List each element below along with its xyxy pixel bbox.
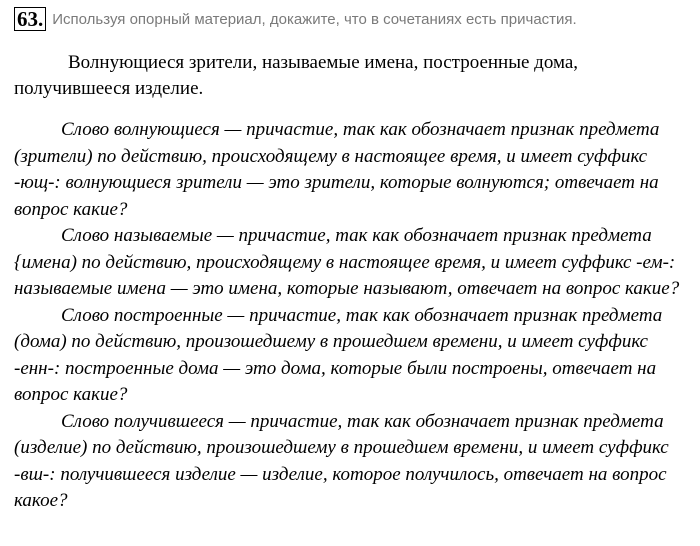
task-header bbox=[14, 7, 577, 31]
answer-paragraph-4: Слово получившееся — причастие, так как обозначает признак предмета (изделие) по действию, произошедшему в прошедшем времени, и имеет суффикс -вш-: получившееся изделие — изделие, которое получилось, отвечает на вопрос какое? bbox=[14, 410, 669, 511]
answer-paragraph-1: Слово волнующиеся — причастие, так как обозначает признак предмета (зрители) по действию, происходящему в настоящее время, и имеет суффикс -ющ-: волнующиеся зрители — это зрители, которые волнуются; отвечает на вопрос какие? bbox=[14, 119, 660, 220]
answer-paragraph-3: Слово построенные — причастие, так как обозначает признак предмета (дома) по действию, произошедшему в прошедшем времени, и имеет суффикс -енн-: построенные дома — это дома, которые были построены, отвечает на вопрос какие? bbox=[14, 304, 663, 405]
answer-block bbox=[14, 117, 684, 515]
answer-paragraph-2: Слово называемые — причастие, так как обозначает признак предмета {имена) по действию, происходящему в настоящее время, и имеет суффикс -ем-: называемые имена — это имена, которые называют, отвечает на вопрос какие? bbox=[14, 225, 680, 299]
task-number-badge: 63. bbox=[14, 7, 46, 31]
phrases-text: Волнующиеся зрители, называемые имена, построенные дома, получившееся изделие. bbox=[14, 52, 579, 99]
task-instruction: Используя опорный материал, докажите, что в сочетаниях есть причастия. bbox=[52, 10, 577, 28]
